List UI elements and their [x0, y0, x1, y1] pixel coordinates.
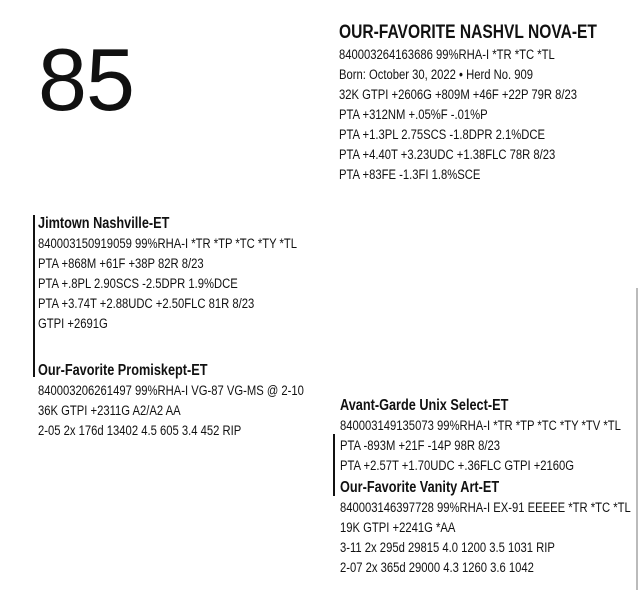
dam-dam-gtpi-line: 19K GTPI +2241G *AA — [340, 520, 456, 535]
sire-pta-line: PTA +868M +61F +38P 82R 8/23 — [38, 256, 204, 271]
sire-id-line: 840003150919059 99%RHA-I *TR *TP *TC *TY *TL — [38, 236, 298, 251]
animal-name: OUR-FAVORITE NASHVL NOVA-ET — [339, 22, 597, 43]
dam-dam-id-line: 840003146397728 99%RHA-I EX-91 EEEEE *TR *TC *TL — [340, 500, 631, 515]
main-gtpi-line: 32K GTPI +2606G +809M +46F +22P 79R 8/23 — [339, 87, 578, 102]
main-pta-line: PTA +83FE -1.3FI 1.8%SCE — [339, 167, 481, 182]
dam-sire-id-line: 840003149135073 99%RHA-I *TR *TP *TC *TY *TV *TL — [340, 418, 621, 433]
dam-dam-record-line: 2-07 2x 365d 29000 4.3 1260 3.6 1042 — [340, 560, 534, 575]
dam-dam-name: Our-Favorite Vanity Art-ET — [340, 479, 500, 496]
dam-id-line: 840003206261497 99%RHA-I VG-87 VG-MS @ 2-10 — [38, 383, 304, 398]
dam-dam-block — [340, 478, 642, 578]
sire-pta-line: PTA +.8PL 2.90SCS -2.5DPR 1.9%DCE — [38, 276, 238, 291]
main-birth-line: Born: October 30, 2022 • Herd No. 909 — [339, 67, 534, 82]
dam-gtpi-line: 36K GTPI +2311G A2/A2 AA — [38, 403, 181, 418]
dam-sire-pta-line: PTA +2.57T +1.70UDC +.36FLC GTPI +2160G — [340, 458, 575, 473]
dam-name: Our-Favorite Promiskept-ET — [38, 362, 208, 379]
main-animal-block — [339, 21, 642, 185]
main-id-line: 840003264163686 99%RHA-I *TR *TC *TL — [339, 47, 555, 62]
dam-dam-record-line: 3-11 2x 295d 29815 4.0 1200 3.5 1031 RIP — [340, 540, 555, 555]
dam-sire-pta-line: PTA -893M +21F -14P 98R 8/23 — [340, 438, 500, 453]
pedigree-bracket-right — [333, 434, 335, 496]
sire-name: Jimtown Nashville-ET — [38, 215, 170, 232]
main-pta-line: PTA +4.40T +3.23UDC +1.38FLC 78R 8/23 — [339, 147, 556, 162]
dam-record-line: 2-05 2x 176d 13402 4.5 605 3.4 452 RIP — [38, 423, 242, 438]
dam-sire-block — [340, 396, 642, 476]
sire-gtpi-line: GTPI +2691G — [38, 316, 108, 331]
sire-pta-line: PTA +3.74T +2.88UDC +2.50FLC 81R 8/23 — [38, 296, 255, 311]
main-pta-line: PTA +312NM +.05%F -.01%P — [339, 107, 488, 122]
pedigree-bracket-left — [33, 215, 35, 377]
lot-number: 85 — [38, 30, 134, 129]
dam-block — [38, 361, 355, 441]
main-pta-line: PTA +1.3PL 2.75SCS -1.8DPR 2.1%DCE — [339, 127, 546, 142]
dam-sire-name: Avant-Garde Unix Select-ET — [340, 397, 509, 414]
sire-block — [38, 214, 346, 334]
page-edge-divider — [636, 288, 638, 590]
